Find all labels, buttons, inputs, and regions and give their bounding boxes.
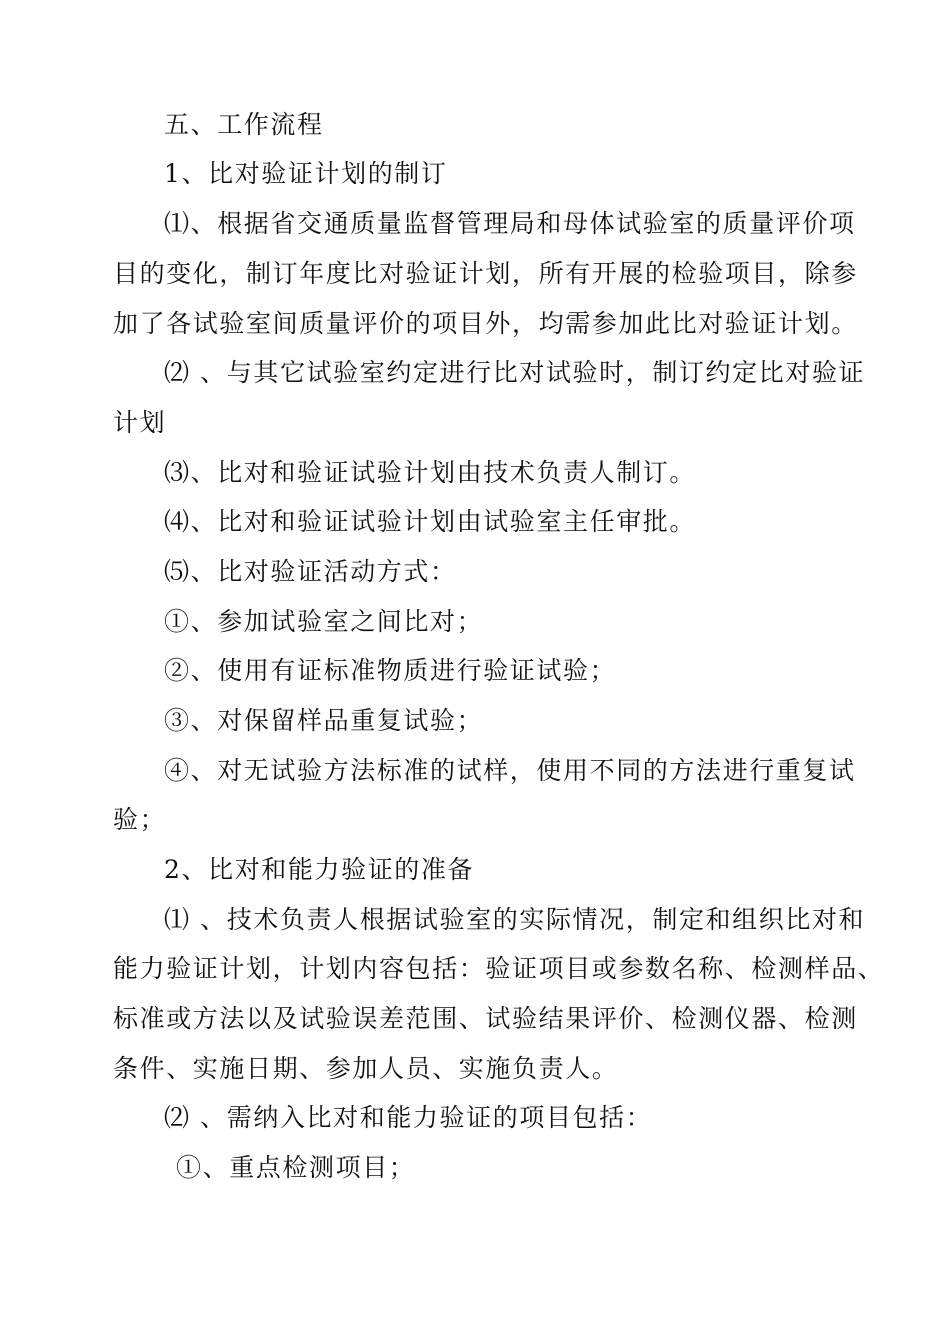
- paragraph-line: 条件、实施日期、参加人员、实施负责人。: [113, 1054, 619, 1083]
- paragraph-line: ⑵ 、需纳入比对和能力验证的项目包括：: [164, 1103, 653, 1132]
- paragraph-line: ⑶、比对和验证试验计划由技术负责人制订。: [164, 458, 697, 487]
- list-item: ②、使用有证标准物质进行验证试验；: [164, 656, 617, 685]
- list-item: ①、重点检测项目；: [176, 1153, 416, 1182]
- paragraph-line: 目的变化，制订年度比对验证计划，所有开展的检验项目，除参: [113, 259, 858, 288]
- list-item: ①、参加试验室之间比对；: [164, 607, 484, 636]
- paragraph-line: ⑸、比对验证活动方式：: [164, 557, 457, 586]
- list-item: ③、对保留样品重复试验；: [164, 706, 484, 735]
- paragraph-line: ⑴、根据省交通质量监督管理局和母体试验室的质量评价项: [164, 209, 856, 238]
- subsection-heading: 2、比对和能力验证的准备: [164, 855, 475, 884]
- paragraph-line: ⑵ 、与其它试验室约定进行比对试验时，制订约定比对验证: [164, 358, 866, 387]
- paragraph-line: 标准或方法以及试验误差范围、试验结果评价、检测仪器、检测: [113, 1004, 858, 1033]
- paragraph-line: 加了各试验室间质量评价的项目外，均需参加此比对验证计划。: [113, 309, 858, 338]
- paragraph-line: 计划: [113, 408, 167, 437]
- subsection-heading: 1、比对验证计划的制订: [164, 159, 448, 188]
- list-item: 验；: [113, 805, 167, 834]
- paragraph-line: ⑴ 、技术负责人根据试验室的实际情况，制定和组织比对和: [164, 905, 866, 934]
- paragraph-line: 能力验证计划，计划内容包括：验证项目或参数名称、检测样品、: [113, 954, 885, 983]
- paragraph-line: ⑷、比对和验证试验计划由试验室主任审批。: [164, 507, 697, 536]
- list-item: ④、对无试验方法标准的试样，使用不同的方法进行重复试: [164, 756, 856, 785]
- section-heading: 五、工作流程: [164, 110, 324, 139]
